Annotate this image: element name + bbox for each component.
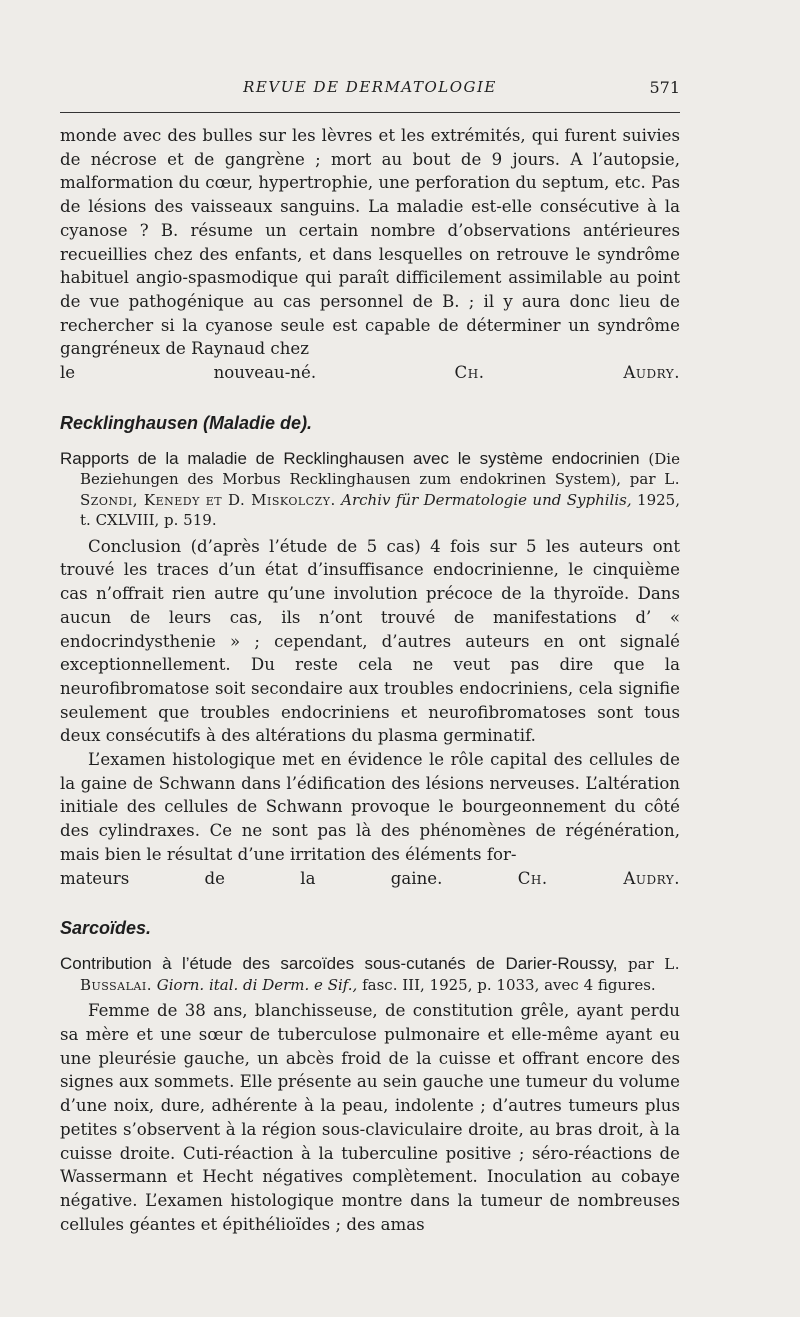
section-heading: Sarcoïdes. <box>60 918 152 939</box>
body-paragraph: L’examen histologique met en évidence le rôle capital des cellules de la gaine de Schwann dans l’édification des lésions nerveuses. L’altération initiale des cellules de Schwann provoque le bourgeonnement du côté des cylindraxes. Ce ne sont pas là des phénomènes de régénération, mais bien le résultat d’une irritation des éléments for- <box>60 750 680 864</box>
reference-authors: L. Szondi, Kenedy et D. Miskolczy. <box>80 470 680 509</box>
continued-paragraph-end: le nouveau-né. <box>60 363 317 383</box>
article-title: Contribution à l’étude des sarcoïdes sous-cutanés de Darier-Roussy, <box>60 954 618 974</box>
author-signature: Ch. Audry. <box>517 868 680 888</box>
reference-journal: Giorn. ital. di Derm. e Sif., <box>156 975 358 994</box>
article-reference <box>60 448 680 531</box>
header-rule <box>60 112 680 113</box>
reference-par: par <box>628 955 654 974</box>
reference-citation: 1925, t. CXLVIII, p. 519. <box>80 490 680 530</box>
author-signature: Ch. Audry. <box>454 363 680 383</box>
continued-paragraph: monde avec des bulles sur les lèvres et les extrémités, qui furent suivies de nécrose et de gangrène ; mort au bout de 9 jours. A l’autopsie, malformation du cœur, hypertrophie, une perforation du septum, etc. Pas de lésions des vaisseaux sanguins. La maladie est-elle consécutive à la cyanose ? B. résume un certain nombre d’observations antérieures recueillies chez des enfants, et dans lesquelles on retrouve le syndrôme habituel angio-spasmodique qui paraît difficilement assimilable au point de vue pathogénique au cas personnel de B. ; il y aura donc lieu de rechercher si la cyanose seule est capable de déterminer un syndrôme gangréneux de Raynaud chez <box>60 126 680 359</box>
section-heading: Recklinghausen (Maladie de). <box>60 412 313 433</box>
page-number: 571 <box>649 78 680 97</box>
body-paragraph: Femme de 38 ans, blanchisseuse, de constitution grêle, ayant perdu sa mère et une sœur de tuberculose pulmonaire et elle-même ayant eu une pleurésie gauche, un abcès froid de la cuisse et offrant encore des signes aux sommets. Elle présente au sein gauche une tumeur du volume d’une noix, dure, adhérente à la peau, indolente ; d’autres tumeurs plus petites s’observent à la région sous-claviculaire droite, au bras droit, à la cuisse droite. Cuti-réaction à la tuberculine positive ; séro-réactions de Wassermann et Hecht négatives complètement. Inoculation au cobaye négative. L’examen histologique montre dans la tumeur de nombreuses cellules géantes et épithélioïdes ; des amas <box>60 1001 680 1234</box>
body-paragraph-last-line <box>60 867 680 891</box>
reference-original-title: (Die Beziehungen des Morbus Recklinghausen zum endokrinen System), par <box>80 449 680 489</box>
running-title: REVUE DE DERMATOLOGIE <box>243 78 497 96</box>
continued-paragraph-last-line <box>60 361 680 385</box>
body-paragraph-end: mateurs de la gaine. <box>60 868 443 888</box>
reference-citation: fasc. III, 1925, p. 1033, avec 4 figures. <box>362 975 656 994</box>
reference-authors: L. Bussalai. <box>80 955 680 994</box>
page-body <box>60 124 680 1236</box>
reference-journal: Archiv für Dermatologie und Syphilis, <box>341 490 632 509</box>
body-paragraph: Conclusion (d’après l’étude de 5 cas) 4 fois sur 5 les auteurs ont trouvé les traces d’un état d’insuffisance endocrinienne, le cinquième cas n’offrait rien autre qu’une involution précoce de la thyroïde. Dans aucun de leurs cas, ils n’ont trouvé de manifestations d’ « endocrindysthenie » ; cependant, d’autres auteurs en ont signalé exceptionnellement. Du reste cela ne veut pas dire que la neurofibromatose soit secondaire aux troubles endocriniens, cela signifie seulement que troubles endocriniens et neurofibromatoses sont tous deux consécutifs à des altérations du plasma germinatif. <box>60 536 680 746</box>
article-reference <box>60 953 680 995</box>
running-head <box>60 78 680 100</box>
article-title: Rapports de la maladie de Recklinghausen avec le système endocrinien <box>60 448 640 468</box>
